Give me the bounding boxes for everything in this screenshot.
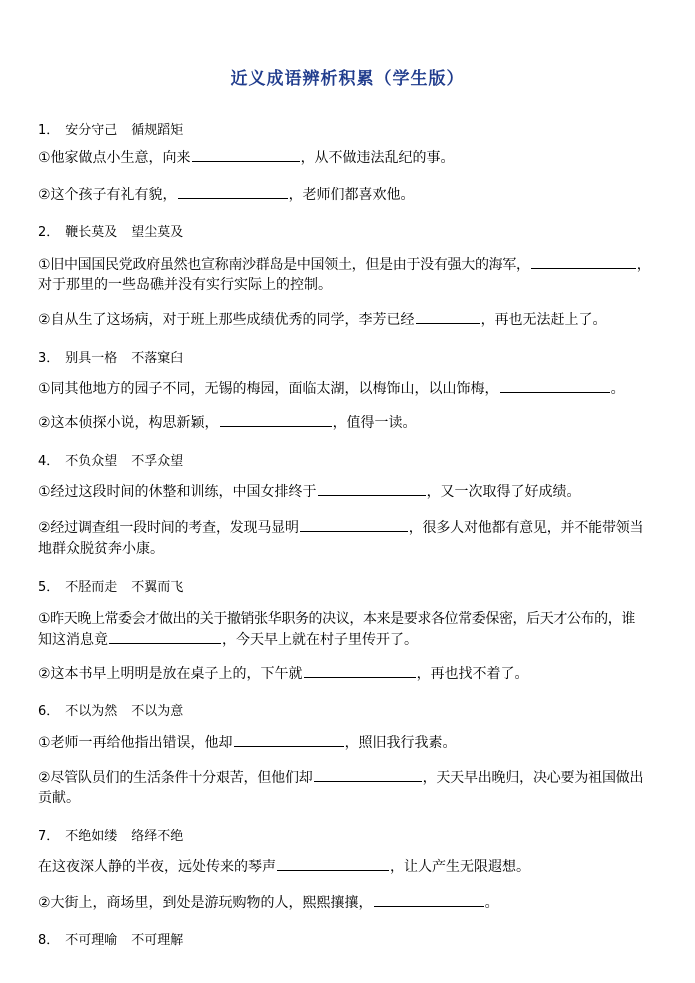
exercise-sentence: ①旧中国国民党政府虽然也宣称南沙群岛是中国领土，但是由于没有强大的海军， ， xyxy=(38,252,660,278)
idiom-1: 鞭长莫及 xyxy=(65,225,118,240)
exercise-sentence-continued: 对于那里的一些岛礁并没有实行实际上的控制。 xyxy=(38,277,332,293)
exercise-sentence-continued: 地群众脱贫奔小康。 xyxy=(38,541,164,557)
exercise-sentence: ②这本侦探小说，构思新颖， ，值得一读。 xyxy=(38,410,660,436)
answer-blank[interactable] xyxy=(220,410,332,427)
exercise-sentence: ①同其他地方的园子不同，无锡的梅园，面临太湖，以梅饰山，以山饰梅， 。 xyxy=(38,376,660,402)
answer-blank[interactable] xyxy=(234,730,344,747)
idiom-1: 不绝如缕 xyxy=(65,829,118,844)
answer-blank[interactable] xyxy=(109,627,221,644)
idiom-2: 循规蹈矩 xyxy=(131,123,184,138)
group-number: 3． xyxy=(38,351,60,366)
idiom-2: 望尘莫及 xyxy=(131,225,184,240)
group-heading-4 xyxy=(38,450,183,469)
idiom-2: 不可理解 xyxy=(131,933,184,948)
group-number: 4． xyxy=(38,454,60,469)
answer-blank[interactable] xyxy=(300,515,408,532)
exercise-sentence: ①老师一再给他指出错误，他却 ，照旧我行我素。 xyxy=(38,730,660,756)
exercise-sentence: 在这夜深人静的半夜，远处传来的琴声 ，让人产生无限遐想。 xyxy=(38,854,660,880)
group-heading-6 xyxy=(38,700,183,719)
group-heading-2 xyxy=(38,221,183,240)
group-number: 6． xyxy=(38,704,60,719)
answer-blank[interactable] xyxy=(277,854,389,871)
answer-blank[interactable] xyxy=(304,661,416,678)
exercise-sentence-continued: 知这消息竟 ，今天早上就在村子里传开了。 xyxy=(38,627,660,653)
idiom-1: 不胫而走 xyxy=(65,580,118,595)
idiom-2: 不孚众望 xyxy=(131,454,184,469)
group-heading-3 xyxy=(38,347,183,366)
group-number: 2． xyxy=(38,225,60,240)
answer-blank[interactable] xyxy=(374,890,484,907)
exercise-sentence: ②经过调查组一段时间的考查，发现马显明 ，很多人对他都有意见，并不能带领当 xyxy=(38,515,660,541)
group-number: 7． xyxy=(38,829,60,844)
exercise-sentence: ②自从生了这场病，对于班上那些成绩优秀的同学，李芳已经 ，再也无法赶上了。 xyxy=(38,307,660,333)
group-number: 1． xyxy=(38,123,60,138)
idiom-2: 不翼而飞 xyxy=(131,580,184,595)
answer-blank[interactable] xyxy=(192,145,300,162)
answer-blank[interactable] xyxy=(500,376,610,393)
exercise-sentence: ②这个孩子有礼有貌， ，老师们都喜欢他。 xyxy=(38,182,660,208)
answer-blank[interactable] xyxy=(416,307,480,324)
idiom-2: 不以为意 xyxy=(131,704,184,719)
group-number: 8． xyxy=(38,933,60,948)
group-heading-7 xyxy=(38,825,183,844)
page-title: 近义成语辨析积累（学生版） xyxy=(230,69,465,89)
group-heading-1 xyxy=(38,119,183,138)
idiom-1: 不可理喻 xyxy=(65,933,118,948)
group-number: 5． xyxy=(38,580,60,595)
exercise-sentence: ②尽管队员们的生活条件十分艰苦，但他们却 ，天天早出晚归，决心要为祖国做出 xyxy=(38,765,660,791)
idiom-2: 不落窠臼 xyxy=(131,351,184,366)
exercise-sentence-continued: 贡献。 xyxy=(38,790,80,806)
answer-blank[interactable] xyxy=(531,252,636,269)
idiom-2: 络绎不绝 xyxy=(131,829,184,844)
answer-blank[interactable] xyxy=(318,479,426,496)
exercise-sentence: ②这本书早上明明是放在桌子上的，下午就 ，再也找不着了。 xyxy=(38,661,660,687)
exercise-sentence: ①他家做点小生意，向来 ，从不做违法乱纪的事。 xyxy=(38,145,660,171)
exercise-sentence: ②大街上，商场里，到处是游玩购物的人，熙熙攘攘， 。 xyxy=(38,890,660,916)
group-heading-5 xyxy=(38,576,183,595)
answer-blank[interactable] xyxy=(178,182,288,199)
idiom-1: 不负众望 xyxy=(65,454,118,469)
idiom-1: 安分守己 xyxy=(65,123,118,138)
group-heading-8 xyxy=(38,929,183,948)
answer-blank[interactable] xyxy=(314,765,422,782)
exercise-sentence: ①经过这段时间的休整和训练，中国女排终于 ，又一次取得了好成绩。 xyxy=(38,479,660,505)
exercise-sentence: ①昨天晚上常委会才做出的关于撤销张华职务的决议，本来是要求各位常委保密，后天才公布的，谁 xyxy=(38,611,635,627)
idiom-1: 不以为然 xyxy=(65,704,118,719)
idiom-1: 别具一格 xyxy=(65,351,118,366)
